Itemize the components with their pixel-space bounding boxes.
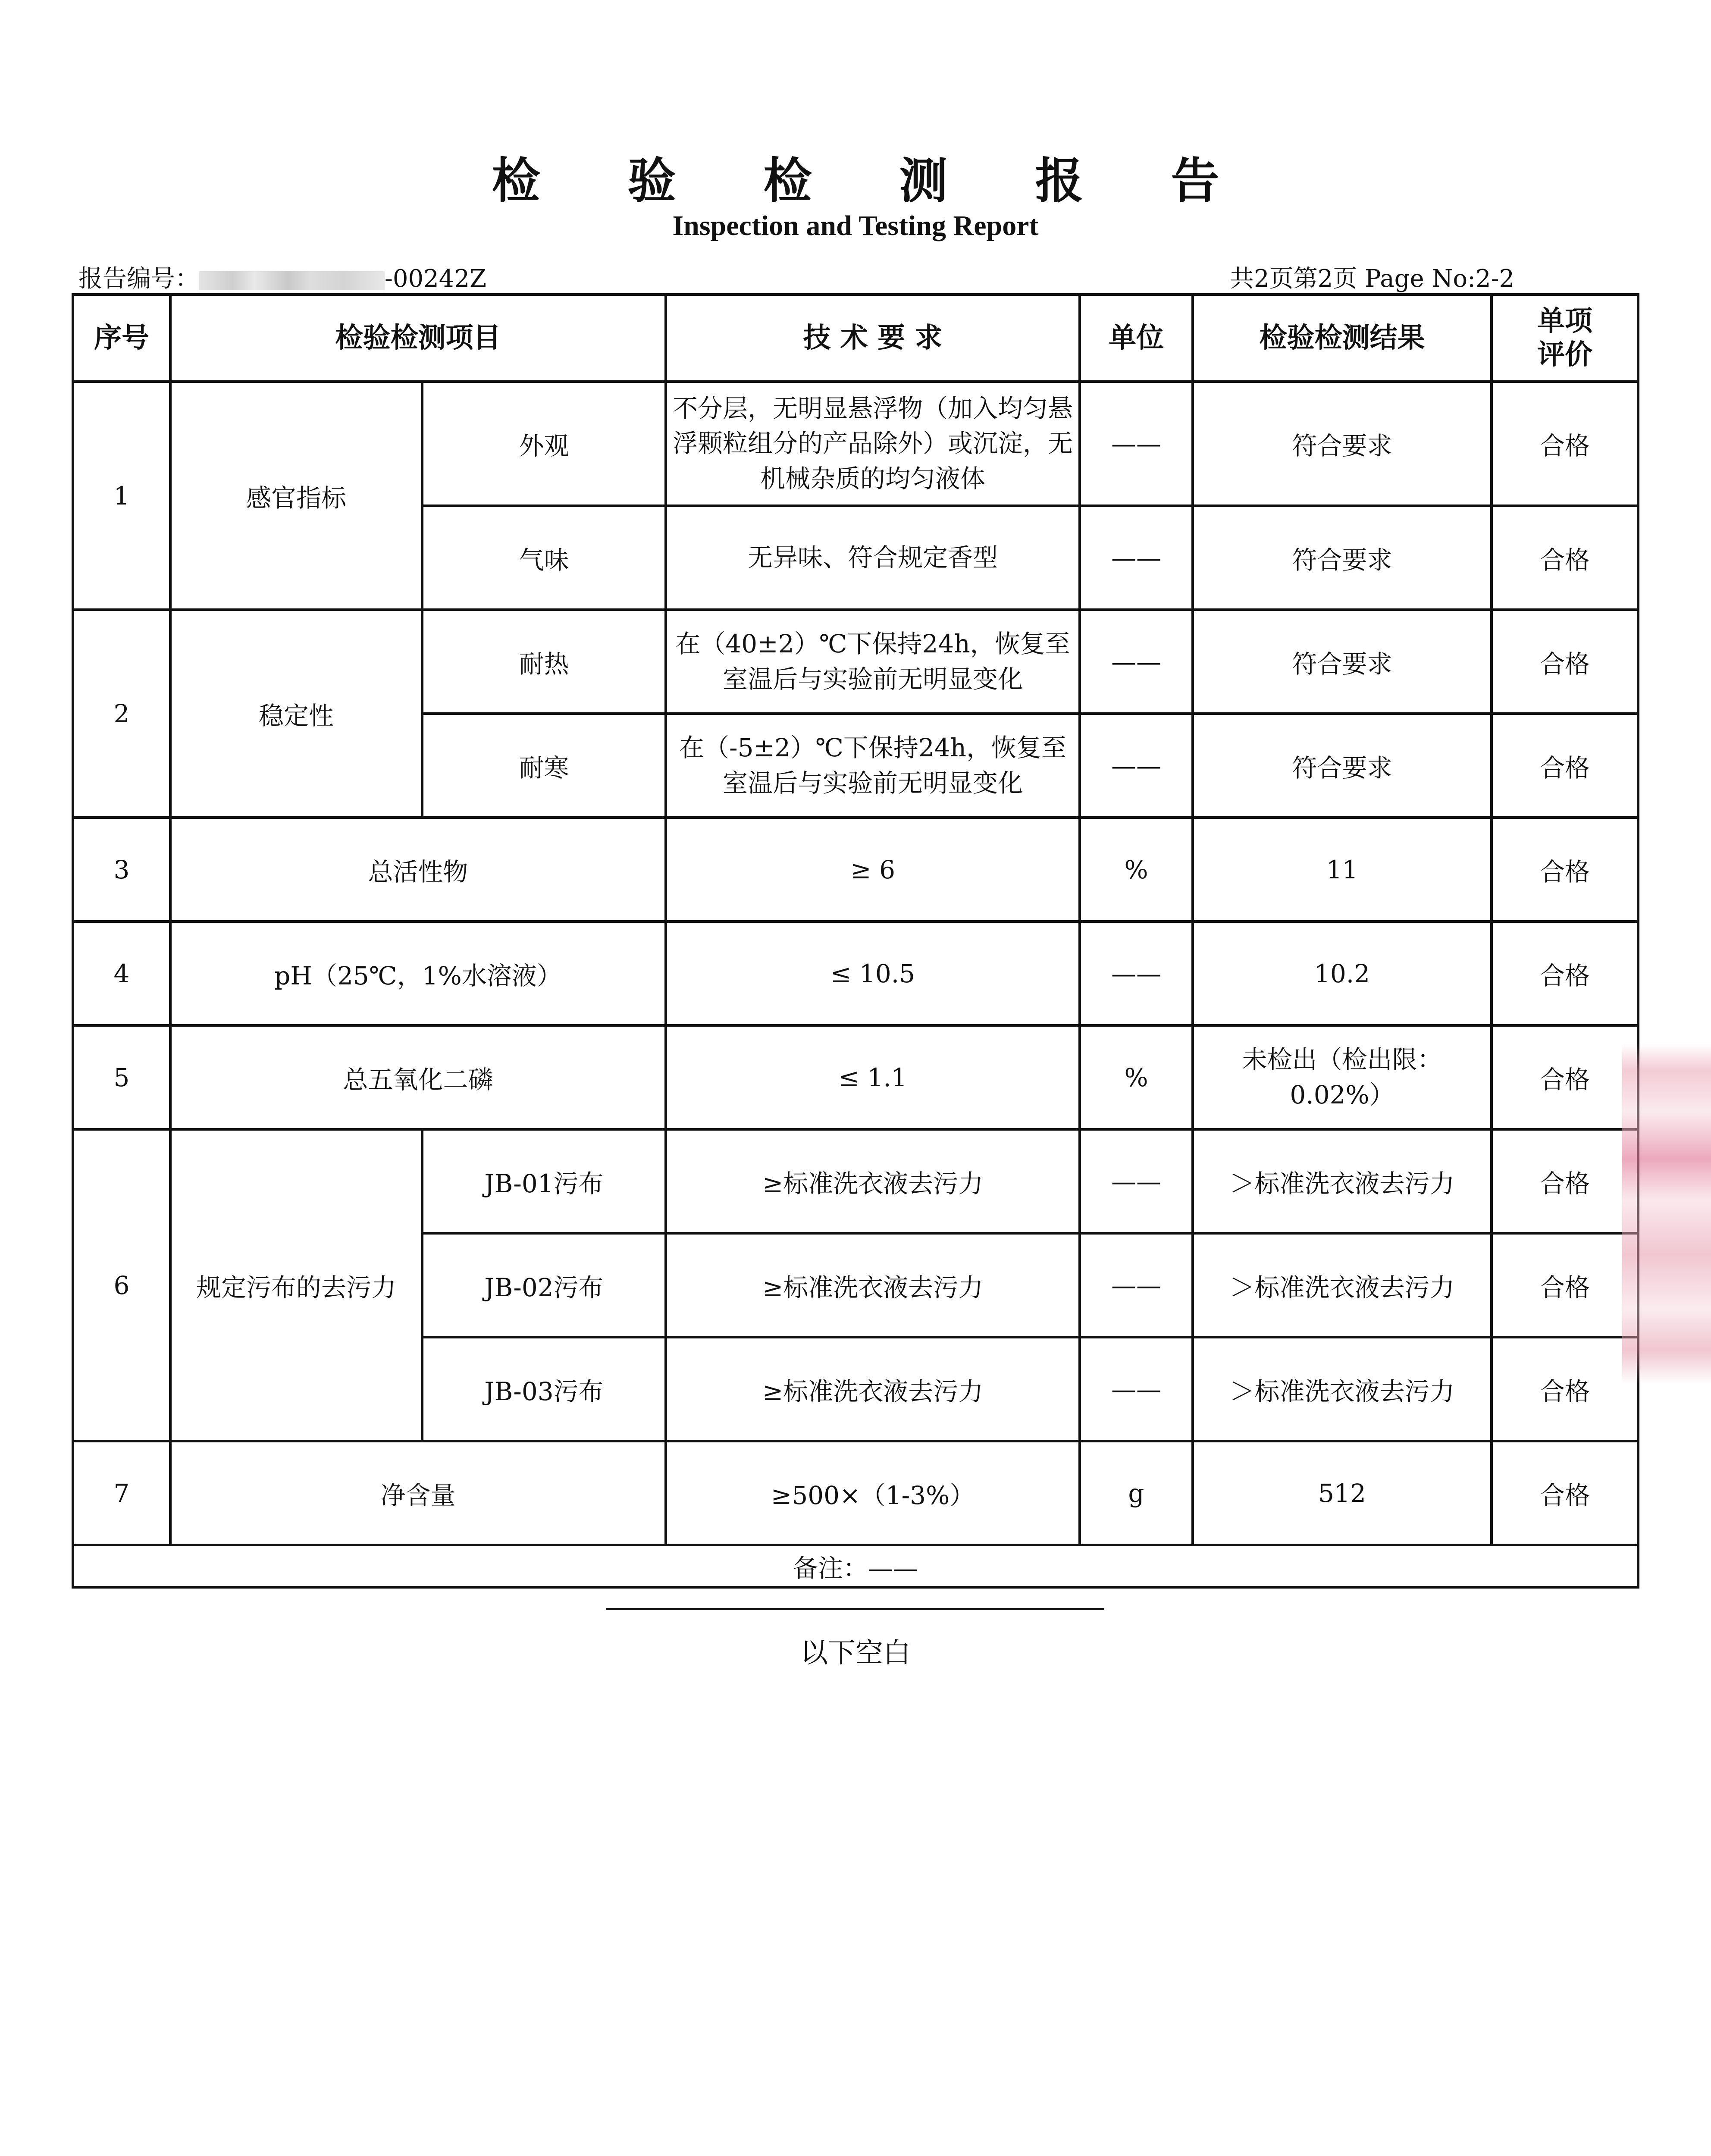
redacted-block xyxy=(199,271,385,290)
end-divider xyxy=(606,1608,1104,1610)
remarks: 备注：—— xyxy=(73,1545,1638,1587)
cell-no: 3 xyxy=(73,818,170,921)
table-row xyxy=(73,1441,1638,1545)
cell-requirement: 在（-5±2）℃下保持24h，恢复至室温后与实验前无明显变化 xyxy=(666,714,1080,818)
cell-unit: —— xyxy=(1080,1337,1193,1441)
cell-item: 净含量 xyxy=(170,1441,666,1545)
cell-unit: —— xyxy=(1080,382,1193,506)
header-evaluation: 单项 评价 xyxy=(1492,295,1638,382)
cell-evaluation: 合格 xyxy=(1492,818,1638,921)
cell-requirement: ≤ 1.1 xyxy=(666,1025,1080,1129)
table-header-row xyxy=(73,295,1638,382)
cell-evaluation: 合格 xyxy=(1492,714,1638,818)
header-no: 序号 xyxy=(73,295,170,382)
cell-unit: —— xyxy=(1080,610,1193,714)
cell-unit: —— xyxy=(1080,714,1193,818)
page-info: 共2页第2页 Page No:2-2 xyxy=(1230,265,1515,293)
cell-evaluation: 合格 xyxy=(1492,1337,1638,1441)
cell-sub-item: JB-03污布 xyxy=(422,1337,666,1441)
cell-evaluation: 合格 xyxy=(1492,382,1638,506)
cell-unit: —— xyxy=(1080,506,1193,610)
header-item: 检验检测项目 xyxy=(170,295,666,382)
end-text: 以下空白 xyxy=(800,1637,911,1669)
cell-result: 符合要求 xyxy=(1193,610,1492,714)
cell-unit: —— xyxy=(1080,921,1193,1025)
report-number-suffix: -00242Z xyxy=(385,265,486,293)
table-row xyxy=(73,818,1638,921)
cell-sub-item: JB-01污布 xyxy=(422,1129,666,1233)
cell-result: 10.2 xyxy=(1193,921,1492,1025)
cell-requirement: ≤ 10.5 xyxy=(666,921,1080,1025)
header-requirement: 技 术 要 求 xyxy=(666,295,1080,382)
header-unit: 单位 xyxy=(1080,295,1193,382)
cell-sub-item: 气味 xyxy=(422,506,666,610)
cell-evaluation: 合格 xyxy=(1492,1233,1638,1337)
cell-evaluation: 合格 xyxy=(1492,1025,1638,1129)
cell-item: 总活性物 xyxy=(170,818,666,921)
cell-result: 512 xyxy=(1193,1441,1492,1545)
cell-result: ＞标准洗衣液去污力 xyxy=(1193,1129,1492,1233)
cell-evaluation: 合格 xyxy=(1492,921,1638,1025)
cell-result: 符合要求 xyxy=(1193,714,1492,818)
cell-no: 6 xyxy=(73,1129,170,1441)
cell-requirement: ≥标准洗衣液去污力 xyxy=(666,1233,1080,1337)
cell-result: ＞标准洗衣液去污力 xyxy=(1193,1337,1492,1441)
cell-evaluation: 合格 xyxy=(1492,1441,1638,1545)
cell-requirement: ≥500×（1-3%） xyxy=(666,1441,1080,1545)
remarks-row xyxy=(73,1545,1638,1587)
table-row xyxy=(73,610,1638,714)
cell-group: 规定污布的去污力 xyxy=(170,1129,422,1441)
cell-sub-item: 耐热 xyxy=(422,610,666,714)
cell-requirement: 不分层，无明显悬浮物（加入均匀悬浮颗粒组分的产品除外）或沉淀，无机械杂质的均匀液体 xyxy=(666,382,1080,506)
cell-unit: —— xyxy=(1080,1129,1193,1233)
cell-result: 符合要求 xyxy=(1193,382,1492,506)
cell-item: pH（25℃，1%水溶液） xyxy=(170,921,666,1025)
cell-sub-item: JB-02污布 xyxy=(422,1233,666,1337)
table-row xyxy=(73,921,1638,1025)
cell-no: 4 xyxy=(73,921,170,1025)
cell-group: 感官指标 xyxy=(170,382,422,610)
cell-evaluation: 合格 xyxy=(1492,1129,1638,1233)
header-result: 检验检测结果 xyxy=(1193,295,1492,382)
table-row xyxy=(73,1025,1638,1129)
cell-item: 总五氧化二磷 xyxy=(170,1025,666,1129)
cell-unit: g xyxy=(1080,1441,1193,1545)
report-subtitle: Inspection and Testing Report xyxy=(672,210,1039,241)
cell-requirement: ≥标准洗衣液去污力 xyxy=(666,1337,1080,1441)
seal-stamp-edge xyxy=(1622,1044,1711,1384)
results-table xyxy=(72,293,1639,1589)
cell-requirement: ≥标准洗衣液去污力 xyxy=(666,1129,1080,1233)
cell-unit: —— xyxy=(1080,1233,1193,1337)
cell-requirement: 无异味、符合规定香型 xyxy=(666,506,1080,610)
cell-unit: % xyxy=(1080,1025,1193,1129)
table-row xyxy=(73,1129,1638,1233)
report-number-label: 报告编号： xyxy=(78,265,199,293)
cell-no: 2 xyxy=(73,610,170,818)
cell-sub-item: 耐寒 xyxy=(422,714,666,818)
cell-no: 1 xyxy=(73,382,170,610)
cell-requirement: ≥ 6 xyxy=(666,818,1080,921)
cell-result: 未检出（检出限： 0.02%） xyxy=(1193,1025,1492,1129)
cell-result: 符合要求 xyxy=(1193,506,1492,610)
cell-evaluation: 合格 xyxy=(1492,610,1638,714)
cell-group: 稳定性 xyxy=(170,610,422,818)
cell-evaluation: 合格 xyxy=(1492,506,1638,610)
cell-requirement: 在（40±2）℃下保持24h，恢复至室温后与实验前无明显变化 xyxy=(666,610,1080,714)
cell-result: ＞标准洗衣液去污力 xyxy=(1193,1233,1492,1337)
table-row xyxy=(73,382,1638,506)
report-number xyxy=(78,260,486,294)
cell-sub-item: 外观 xyxy=(422,382,666,506)
report-title: 检 验 检 测 报 告 xyxy=(492,153,1255,209)
cell-result: 11 xyxy=(1193,818,1492,921)
cell-no: 5 xyxy=(73,1025,170,1129)
cell-no: 7 xyxy=(73,1441,170,1545)
cell-unit: % xyxy=(1080,818,1193,921)
